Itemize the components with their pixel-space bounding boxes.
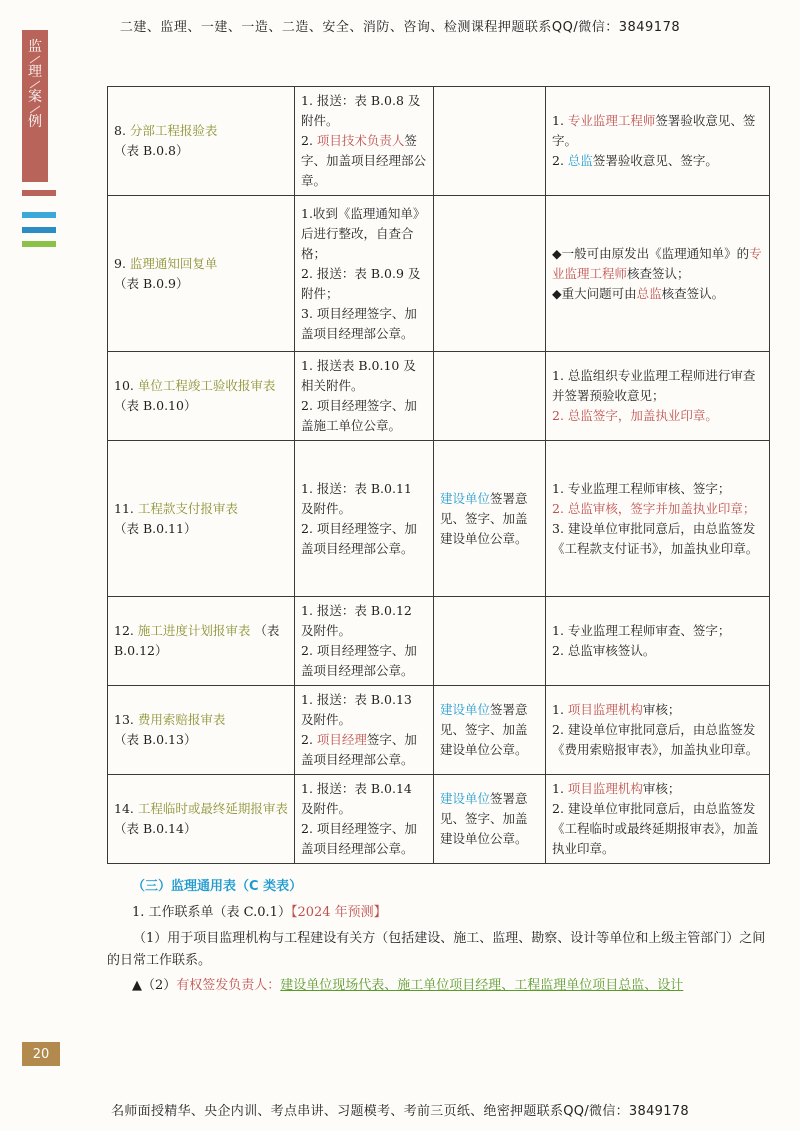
highlight: 项目技术负责人 bbox=[316, 133, 405, 148]
submit-cell bbox=[295, 686, 434, 775]
submit-line: 2. 项目经理签字、加盖项目经理部公章。 bbox=[301, 643, 417, 678]
table-row bbox=[108, 775, 770, 864]
decor-bar bbox=[22, 241, 56, 247]
side-tab bbox=[22, 30, 48, 182]
table-row bbox=[108, 686, 770, 775]
form-name: 施工进度计划报审表 bbox=[137, 623, 251, 638]
item-title bbox=[132, 902, 792, 924]
review-line: 2. bbox=[552, 153, 568, 168]
paragraph bbox=[132, 975, 772, 997]
paragraph-label: 有权签发负责人： bbox=[176, 978, 281, 993]
review-line: 签署验收意见、签字。 bbox=[552, 113, 756, 148]
submit-cell bbox=[295, 196, 434, 352]
submit-cell bbox=[295, 775, 434, 864]
form-code: （表 B.0.9） bbox=[114, 275, 189, 291]
review-line: 1. bbox=[552, 113, 568, 128]
submit-line: 3. 项目经理签字、加盖项目经理部公章。 bbox=[301, 305, 417, 341]
form-code: （表 B.0.14） bbox=[114, 821, 197, 836]
review-cell bbox=[546, 87, 770, 196]
review-cell bbox=[546, 196, 770, 352]
bottom-banner: 名师面授精华、央企内训、考点串讲、习题模考、考前三页纸、绝密押题联系QQ/微信：3849178 bbox=[111, 1104, 689, 1119]
owner-cell bbox=[434, 196, 546, 352]
table-row bbox=[108, 196, 770, 352]
decor-bar bbox=[22, 212, 56, 218]
submit-line: 1. 报送：表 B.0.14 及附件。 bbox=[301, 781, 412, 816]
submit-line: 签字、加盖项目经理部公章。 bbox=[301, 732, 417, 767]
decor-bar bbox=[22, 190, 56, 196]
form-code: （表 B.0.10） bbox=[114, 398, 197, 413]
owner-line: 签署意见、签字、加盖建设单位公章。 bbox=[440, 702, 528, 757]
submit-line: 2. 报送：表 B.0.9 及附件； bbox=[301, 265, 421, 301]
form-name-cell bbox=[108, 775, 295, 864]
form-name-cell bbox=[108, 686, 295, 775]
submit-line: 2. bbox=[301, 133, 317, 148]
review-cell bbox=[546, 352, 770, 441]
page-number: 20 bbox=[22, 1042, 60, 1066]
highlight: 项目经理 bbox=[316, 732, 367, 747]
form-name-cell bbox=[108, 352, 295, 441]
submit-line: 2. bbox=[301, 732, 317, 747]
form-code: （表 B.0.12） bbox=[114, 623, 280, 658]
review-line: ◆一般可由原发出《监理通知单》的 bbox=[552, 245, 750, 261]
table-row bbox=[108, 597, 770, 686]
review-cell bbox=[546, 441, 770, 597]
submit-cell bbox=[295, 352, 434, 441]
form-name: 监理通知回复单 bbox=[129, 255, 218, 271]
table-row bbox=[108, 87, 770, 196]
owner-cell bbox=[434, 775, 546, 864]
review-line: 1. 总监组织专业监理工程师进行审查并签署预验收意见； bbox=[552, 368, 756, 403]
form-code: （表 B.0.8） bbox=[114, 143, 189, 158]
section-heading: （三）监理通用表（C 类表） bbox=[132, 879, 303, 894]
submit-line: 2. 项目经理签字、加盖项目经理部公章。 bbox=[301, 821, 417, 856]
owner-cell bbox=[434, 352, 546, 441]
review-line: 2. 建设单位审批同意后，由总监签发《费用索赔报审表》，加盖执业印章。 bbox=[552, 722, 759, 757]
form-name-cell bbox=[108, 597, 295, 686]
review-line: 核查签认； bbox=[627, 265, 690, 281]
table-row bbox=[108, 352, 770, 441]
submit-line: 1. 报送：表 B.0.8 及附件。 bbox=[301, 93, 421, 128]
side-tab-char: 理 bbox=[28, 64, 42, 80]
review-cell bbox=[546, 597, 770, 686]
review-line: 审核； bbox=[642, 702, 681, 717]
highlight: 专业监理工程师 bbox=[552, 245, 762, 281]
review-line: 3. 建设单位审批同意后，由总监签发《工程款支付证书》，加盖执业印章。 bbox=[552, 520, 759, 556]
row-number: 10. bbox=[114, 378, 134, 393]
highlight: 项目监理机构 bbox=[567, 702, 643, 717]
review-line: 1. bbox=[552, 781, 568, 796]
paragraph-text: （1）用于项目监理机构与工程建设有关方（包括建设、施工、监理、勘察、设计等单位和上级主管部门）之间的日常工作联系。 bbox=[107, 931, 766, 968]
submit-line: 1. 报送表 B.0.10 及相关附件。 bbox=[301, 358, 416, 393]
form-name: 费用索赔报审表 bbox=[137, 712, 226, 727]
submit-cell bbox=[295, 441, 434, 597]
form-name-cell bbox=[108, 441, 295, 597]
review-cell bbox=[546, 686, 770, 775]
form-name-cell bbox=[108, 196, 295, 352]
form-name: 工程临时或最终延期报审表 bbox=[137, 801, 288, 816]
review-line: 1. 专业监理工程师审核、签字； bbox=[552, 480, 731, 496]
review-line: 2. 总监审核，签字并加盖执业印章； bbox=[552, 500, 756, 516]
owner-cell bbox=[434, 597, 546, 686]
form-name: 分部工程报验表 bbox=[129, 123, 218, 138]
submit-line: 1.收到《监理通知单》后进行整改，自查合格； bbox=[301, 205, 426, 261]
paragraph-prefix: ▲（2） bbox=[132, 978, 177, 993]
highlight: 专业监理工程师 bbox=[567, 113, 656, 128]
row-number: 8. bbox=[114, 123, 126, 138]
decor-bar bbox=[22, 227, 56, 233]
side-tab-char: 例 bbox=[28, 114, 42, 130]
highlight: 总监 bbox=[636, 285, 662, 301]
review-line: 签署验收意见、签字。 bbox=[592, 153, 718, 168]
review-line: 核查签认。 bbox=[661, 285, 725, 301]
highlight: 建设单位 bbox=[440, 791, 491, 806]
table-row bbox=[108, 441, 770, 597]
form-code: （表 B.0.13） bbox=[114, 732, 197, 747]
owner-cell bbox=[434, 441, 546, 597]
review-line: ◆重大问题可由 bbox=[552, 285, 637, 301]
top-banner: 二建、监理、一建、一造、二造、安全、消防、咨询、检测课程押题联系QQ/微信：3849178 bbox=[119, 20, 681, 35]
highlight: 建设单位 bbox=[440, 702, 491, 717]
submit-line: 签字、加盖项目经理部公章。 bbox=[301, 133, 427, 188]
review-cell bbox=[546, 775, 770, 864]
form-name: 工程款支付报审表 bbox=[137, 500, 238, 516]
side-tab-char: 案 bbox=[28, 89, 42, 105]
review-line: 1. 专业监理工程师审查、签字； bbox=[552, 623, 731, 638]
row-number: 13. bbox=[114, 712, 134, 727]
submit-cell bbox=[295, 87, 434, 196]
review-line: 2. 建设单位审批同意后，由总监签发《工程临时或最终延期报审表》，加盖执业印章。 bbox=[552, 801, 759, 856]
submit-cell bbox=[295, 597, 434, 686]
submit-line: 2. 项目经理签字、加盖项目经理部公章。 bbox=[301, 520, 417, 556]
submit-line: 2. 项目经理签字、加盖施工单位公章。 bbox=[301, 398, 417, 433]
highlight: 建设单位 bbox=[440, 490, 491, 506]
review-line: 2. 总监签字，加盖执业印章。 bbox=[552, 408, 718, 423]
submit-line: 1. 报送：表 B.0.12 及附件。 bbox=[301, 603, 412, 638]
form-code: （表 B.0.11） bbox=[114, 520, 197, 536]
review-line: 审核； bbox=[642, 781, 681, 796]
owner-cell bbox=[434, 87, 546, 196]
paragraph-answer: 建设单位现场代表、施工单位项目经理、工程监理单位项目总监、设计 bbox=[280, 978, 684, 993]
submit-line: 1. 报送：表 B.0.13 及附件。 bbox=[301, 692, 412, 727]
review-line: 1. bbox=[552, 702, 568, 717]
prediction-tag: 【2024 年预测】 bbox=[290, 905, 387, 920]
review-line: 2. 总监审核签认。 bbox=[552, 643, 656, 658]
paragraph bbox=[107, 928, 767, 972]
highlight: 总监 bbox=[567, 153, 593, 168]
item-title-text: 1. 工作联系单（表 C.0.1） bbox=[132, 905, 291, 920]
row-number: 12. bbox=[114, 623, 134, 638]
side-tab-char: 监 bbox=[28, 39, 42, 55]
row-number: 11. bbox=[114, 500, 134, 516]
highlight: 项目监理机构 bbox=[567, 781, 643, 796]
owner-line: 签署意见、签字、加盖建设单位公章。 bbox=[440, 791, 528, 846]
form-name: 单位工程竣工验收报审表 bbox=[137, 378, 276, 393]
row-number: 14. bbox=[114, 801, 134, 816]
owner-line: 签署意见、签字、加盖建设单位公章。 bbox=[440, 490, 528, 546]
form-table bbox=[107, 86, 770, 864]
row-number: 9. bbox=[114, 255, 126, 271]
submit-line: 1. 报送：表 B.0.11 及附件。 bbox=[301, 480, 412, 516]
form-name-cell bbox=[108, 87, 295, 196]
owner-cell bbox=[434, 686, 546, 775]
